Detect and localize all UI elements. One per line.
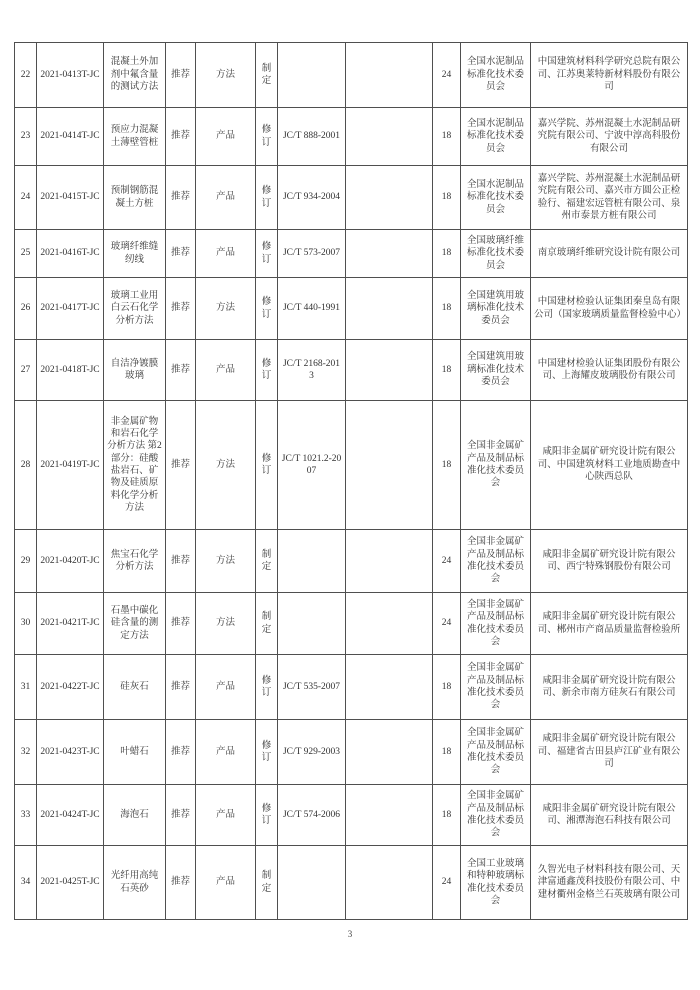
standard-name-cell: 焦宝石化学分析方法: [104, 530, 166, 593]
revised-standard-cell: JC/T 888-2001: [278, 108, 346, 166]
standard-nature-cell: 推荐: [166, 340, 196, 401]
revised-standard-cell: JC/T 574-2006: [278, 785, 346, 846]
revised-standard-cell: JC/T 573-2007: [278, 230, 346, 278]
serial-number-cell: 25: [15, 230, 37, 278]
intl-standard-cell: [346, 720, 433, 785]
committee-cell: 全国水泥制品标准化技术委员会: [461, 166, 531, 230]
standard-category-cell: 方法: [196, 43, 256, 108]
table-row: [15, 593, 688, 655]
committee-cell: 全国建筑用玻璃标准化技术委员会: [461, 340, 531, 401]
committee-cell: 全国水泥制品标准化技术委员会: [461, 43, 531, 108]
intl-standard-cell: [346, 278, 433, 340]
revision-type-cell: 制定: [256, 530, 278, 593]
serial-number-cell: 32: [15, 720, 37, 785]
serial-number-cell: 29: [15, 530, 37, 593]
revision-type-cell: 修订: [256, 720, 278, 785]
duration-cell: 24: [433, 593, 461, 655]
standard-name-cell: 混凝土外加剂中氟含量的测试方法: [104, 43, 166, 108]
standard-name-cell: 海泡石: [104, 785, 166, 846]
standard-name-cell: 光纤用高纯石英砂: [104, 846, 166, 920]
plan-number-cell: 2021-0420T-JC: [37, 530, 104, 593]
serial-number-cell: 24: [15, 166, 37, 230]
committee-cell: 全国非金属矿产品及制品标准化技术委员会: [461, 655, 531, 720]
intl-standard-cell: [346, 530, 433, 593]
table-row: [15, 278, 688, 340]
standard-category-cell: 产品: [196, 846, 256, 920]
serial-number-cell: 22: [15, 43, 37, 108]
drafting-units-cell: 嘉兴学院、苏州混凝土水泥制品研究院有限公司、宁波中淳高科股份有限公司: [531, 108, 688, 166]
revision-type-cell: 修订: [256, 230, 278, 278]
intl-standard-cell: [346, 593, 433, 655]
standard-name-cell: 叶蜡石: [104, 720, 166, 785]
intl-standard-cell: [346, 230, 433, 278]
serial-number-cell: 23: [15, 108, 37, 166]
standard-category-cell: 产品: [196, 785, 256, 846]
intl-standard-cell: [346, 43, 433, 108]
plan-number-cell: 2021-0414T-JC: [37, 108, 104, 166]
committee-cell: 全国非金属矿产品及制品标准化技术委员会: [461, 785, 531, 846]
intl-standard-cell: [346, 401, 433, 530]
revised-standard-cell: JC/T 929-2003: [278, 720, 346, 785]
table-row: [15, 166, 688, 230]
revision-type-cell: 修订: [256, 655, 278, 720]
revised-standard-cell: JC/T 440-1991: [278, 278, 346, 340]
standard-nature-cell: 推荐: [166, 655, 196, 720]
revised-standard-cell: [278, 593, 346, 655]
table-row: [15, 340, 688, 401]
table-row: [15, 846, 688, 920]
table-row: [15, 655, 688, 720]
plan-number-cell: 2021-0417T-JC: [37, 278, 104, 340]
standard-name-cell: 预应力混凝土薄壁管桩: [104, 108, 166, 166]
drafting-units-cell: 中国建材检验认证集团秦皇岛有限公司（国家玻璃质量监督检验中心）: [531, 278, 688, 340]
standard-category-cell: 产品: [196, 166, 256, 230]
drafting-units-cell: 咸阳非金属矿研究设计院有限公司、郴州市产商品质量监督检验所: [531, 593, 688, 655]
plan-number-cell: 2021-0423T-JC: [37, 720, 104, 785]
standard-name-cell: 硅灰石: [104, 655, 166, 720]
standard-name-cell: 自洁净镀膜玻璃: [104, 340, 166, 401]
standard-nature-cell: 推荐: [166, 166, 196, 230]
intl-standard-cell: [346, 655, 433, 720]
revision-type-cell: 修订: [256, 785, 278, 846]
standards-plan-table: [14, 42, 688, 920]
committee-cell: 全国工业玻璃和特种玻璃标准化技术委员会: [461, 846, 531, 920]
revised-standard-cell: [278, 846, 346, 920]
duration-cell: 18: [433, 278, 461, 340]
drafting-units-cell: 咸阳非金属矿研究设计院有限公司、福建省古田县庐江矿业有限公司: [531, 720, 688, 785]
standard-name-cell: 预制钢筋混凝土方桩: [104, 166, 166, 230]
duration-cell: 18: [433, 655, 461, 720]
table-row: [15, 43, 688, 108]
drafting-units-cell: 中国建筑材料科学研究总院有限公司、江苏奥莱特新材料股份有限公司: [531, 43, 688, 108]
plan-number-cell: 2021-0418T-JC: [37, 340, 104, 401]
plan-number-cell: 2021-0421T-JC: [37, 593, 104, 655]
revised-standard-cell: JC/T 934-2004: [278, 166, 346, 230]
drafting-units-cell: 中国建材检验认证集团股份有限公司、上海耀皮玻璃股份有限公司: [531, 340, 688, 401]
intl-standard-cell: [346, 846, 433, 920]
duration-cell: 18: [433, 785, 461, 846]
standard-name-cell: 玻璃纤维缝纫线: [104, 230, 166, 278]
plan-number-cell: 2021-0422T-JC: [37, 655, 104, 720]
intl-standard-cell: [346, 108, 433, 166]
table-row: [15, 230, 688, 278]
duration-cell: 18: [433, 108, 461, 166]
drafting-units-cell: 南京玻璃纤维研究设计院有限公司: [531, 230, 688, 278]
committee-cell: 全国水泥制品标准化技术委员会: [461, 108, 531, 166]
standard-nature-cell: 推荐: [166, 720, 196, 785]
duration-cell: 18: [433, 720, 461, 785]
drafting-units-cell: 嘉兴学院、苏州混凝土水泥制品研究院有限公司、嘉兴市方圆公正检验行、福建宏远管桩有限公司、泉州市泰景方桩有限公司: [531, 166, 688, 230]
committee-cell: 全国非金属矿产品及制品标准化技术委员会: [461, 720, 531, 785]
revised-standard-cell: JC/T 535-2007: [278, 655, 346, 720]
committee-cell: 全国玻璃纤维标准化技术委员会: [461, 230, 531, 278]
committee-cell: 全国建筑用玻璃标准化技术委员会: [461, 278, 531, 340]
standard-nature-cell: 推荐: [166, 593, 196, 655]
serial-number-cell: 33: [15, 785, 37, 846]
plan-number-cell: 2021-0424T-JC: [37, 785, 104, 846]
committee-cell: 全国非金属矿产品及制品标准化技术委员会: [461, 593, 531, 655]
drafting-units-cell: 久智光电子材料科技有限公司、天津富通鑫茂科技股份有限公司、中建材衢州金格兰石英玻璃有限公司: [531, 846, 688, 920]
revised-standard-cell: [278, 530, 346, 593]
standard-category-cell: 产品: [196, 655, 256, 720]
standard-name-cell: 石墨中碳化硅含量的测定方法: [104, 593, 166, 655]
serial-number-cell: 28: [15, 401, 37, 530]
table-row: [15, 401, 688, 530]
revision-type-cell: 制定: [256, 43, 278, 108]
plan-number-cell: 2021-0425T-JC: [37, 846, 104, 920]
standards-table-body: [15, 43, 688, 920]
duration-cell: 18: [433, 401, 461, 530]
serial-number-cell: 27: [15, 340, 37, 401]
standard-category-cell: 产品: [196, 340, 256, 401]
drafting-units-cell: 咸阳非金属矿研究设计院有限公司、湘潭海泡石科技有限公司: [531, 785, 688, 846]
revision-type-cell: 修订: [256, 108, 278, 166]
standard-nature-cell: 推荐: [166, 846, 196, 920]
table-row: [15, 720, 688, 785]
revision-type-cell: 制定: [256, 846, 278, 920]
standard-category-cell: 产品: [196, 720, 256, 785]
revision-type-cell: 修订: [256, 401, 278, 530]
serial-number-cell: 30: [15, 593, 37, 655]
revision-type-cell: 修订: [256, 340, 278, 401]
standard-nature-cell: 推荐: [166, 43, 196, 108]
table-row: [15, 530, 688, 593]
duration-cell: 18: [433, 230, 461, 278]
duration-cell: 24: [433, 846, 461, 920]
standard-name-cell: 玻璃工业用白云石化学分析方法: [104, 278, 166, 340]
plan-number-cell: 2021-0419T-JC: [37, 401, 104, 530]
standard-category-cell: 方法: [196, 401, 256, 530]
revision-type-cell: 修订: [256, 166, 278, 230]
standard-nature-cell: 推荐: [166, 108, 196, 166]
page-number: 3: [347, 929, 353, 939]
standard-category-cell: 方法: [196, 278, 256, 340]
standard-nature-cell: 推荐: [166, 278, 196, 340]
plan-number-cell: 2021-0413T-JC: [37, 43, 104, 108]
drafting-units-cell: 咸阳非金属矿研究设计院有限公司、中国建筑材料工业地质勘查中心陕西总队: [531, 401, 688, 530]
revised-standard-cell: [278, 43, 346, 108]
standard-category-cell: 方法: [196, 530, 256, 593]
intl-standard-cell: [346, 166, 433, 230]
duration-cell: 18: [433, 340, 461, 401]
serial-number-cell: 34: [15, 846, 37, 920]
intl-standard-cell: [346, 340, 433, 401]
standard-nature-cell: 推荐: [166, 401, 196, 530]
revised-standard-cell: JC/T 2168-2013: [278, 340, 346, 401]
revision-type-cell: 制定: [256, 593, 278, 655]
committee-cell: 全国非金属矿产品及制品标准化技术委员会: [461, 530, 531, 593]
table-row: [15, 785, 688, 846]
drafting-units-cell: 咸阳非金属矿研究设计院有限公司、西宁特殊钢股份有限公司: [531, 530, 688, 593]
duration-cell: 24: [433, 43, 461, 108]
plan-number-cell: 2021-0415T-JC: [37, 166, 104, 230]
duration-cell: 24: [433, 530, 461, 593]
serial-number-cell: 31: [15, 655, 37, 720]
table-row: [15, 108, 688, 166]
intl-standard-cell: [346, 785, 433, 846]
standard-category-cell: 产品: [196, 230, 256, 278]
standard-category-cell: 方法: [196, 593, 256, 655]
committee-cell: 全国非金属矿产品及制品标准化技术委员会: [461, 401, 531, 530]
revised-standard-cell: JC/T 1021.2-2007: [278, 401, 346, 530]
standard-nature-cell: 推荐: [166, 785, 196, 846]
standard-nature-cell: 推荐: [166, 530, 196, 593]
plan-number-cell: 2021-0416T-JC: [37, 230, 104, 278]
serial-number-cell: 26: [15, 278, 37, 340]
revision-type-cell: 修订: [256, 278, 278, 340]
standard-category-cell: 产品: [196, 108, 256, 166]
drafting-units-cell: 咸阳非金属矿研究设计院有限公司、新余市南方硅灰石有限公司: [531, 655, 688, 720]
duration-cell: 18: [433, 166, 461, 230]
standard-nature-cell: 推荐: [166, 230, 196, 278]
standard-name-cell: 非金属矿物和岩石化学分析方法 第2部分：硅酸盐岩石、矿物及硅质原料化学分析方法: [104, 401, 166, 530]
